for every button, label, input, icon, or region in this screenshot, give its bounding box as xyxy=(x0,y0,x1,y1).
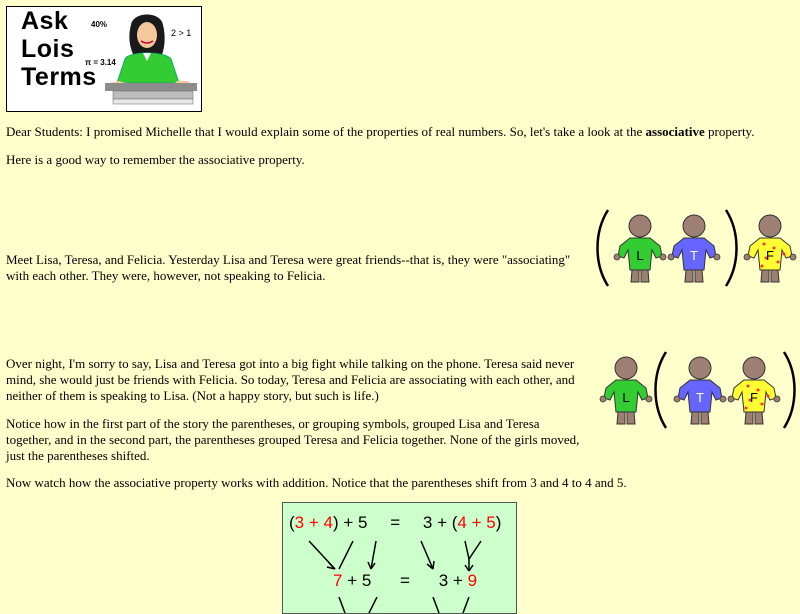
lhs-term-4: 4 xyxy=(323,513,333,532)
equation-line-2 xyxy=(333,573,477,589)
overnight-paragraph: Over night, I'm sorry to say, Lisa and Teresa got into a big fight while talking on the phone. Teresa said never mind, she would just be friends with Felicia. So today, Teresa and Felicia are associating with each other, and neither of them is speaking to Lisa. (Not a happy story, but such is life.) xyxy=(6,356,575,403)
remember-paragraph: Here is a good way to remember the associative property. xyxy=(6,152,305,167)
equals-sign: = xyxy=(390,513,401,532)
lhs-term-3: 3 xyxy=(294,513,305,532)
plus-5: + 5 xyxy=(342,571,372,590)
three-plus: 3 + xyxy=(438,571,468,590)
intro-bold-term: associative xyxy=(645,124,705,139)
rhs-term-3: 3 + xyxy=(422,513,452,532)
lhs-close-plus-5: ) + 5 xyxy=(332,513,368,532)
doll-teresa xyxy=(674,357,726,424)
logo-word-lois: Lois xyxy=(21,35,75,63)
logo-word-ask: Ask xyxy=(21,7,69,35)
dolls-teresa-felicia-grouped xyxy=(596,348,800,430)
associative-addition-example xyxy=(282,502,517,614)
equation-arrows-lower xyxy=(283,597,516,613)
close-paren-right xyxy=(726,210,737,286)
svg-text:L: L xyxy=(636,248,644,263)
rhs-term-5: 5 xyxy=(486,513,496,532)
doll-felicia xyxy=(728,357,780,424)
logo-note-inequality: 2 > 1 xyxy=(171,28,192,38)
lhs-plus-inner: + xyxy=(304,513,324,532)
open-paren-left xyxy=(656,352,667,428)
dolls-lisa-teresa-grouped xyxy=(596,206,800,288)
rhs-close-paren: ) xyxy=(495,513,502,532)
svg-text:F: F xyxy=(766,248,774,263)
rhs-plus-inner: + xyxy=(466,513,487,532)
logo-note-percent: 40% xyxy=(91,20,108,29)
addition-paragraph: Now watch how the associative property works with addition. Notice that the parentheses shift from 3 and 4 to 4 and 5. xyxy=(6,475,627,490)
rhs-open-paren: ( xyxy=(451,513,458,532)
close-paren-right xyxy=(784,352,795,428)
equation-line-1 xyxy=(289,515,501,531)
equals-sign-2: = xyxy=(400,571,410,590)
open-paren-left xyxy=(598,210,609,286)
intro-text-end: property. xyxy=(704,124,755,139)
doll-teresa xyxy=(668,215,720,282)
lhs-open-paren: ( xyxy=(289,513,295,532)
logo-note-pi: π = 3.14 xyxy=(85,58,116,67)
teacher-illustration xyxy=(103,11,199,107)
meet-girls-paragraph: Meet Lisa, Teresa, and Felicia. Yesterday Lisa and Teresa were great friends--that is, they were "associating" with each other. They were, however, not speaking to Felicia. xyxy=(6,252,571,283)
sum-9: 9 xyxy=(467,571,478,590)
svg-text:T: T xyxy=(696,390,704,405)
ask-lois-logo xyxy=(6,6,202,112)
sum-7: 7 xyxy=(333,571,343,590)
doll-lisa xyxy=(600,357,652,424)
logo-word-terms: Terms xyxy=(21,63,97,91)
doll-lisa xyxy=(614,215,666,282)
svg-text:F: F xyxy=(750,390,758,405)
rhs-term-4: 4 xyxy=(457,513,467,532)
svg-text:T: T xyxy=(690,248,698,263)
intro-paragraph xyxy=(6,124,796,140)
doll-felicia xyxy=(744,215,796,282)
svg-text:L: L xyxy=(622,390,630,405)
intro-text-start: Dear Students: I promised Michelle that I would explain some of the properties of real numbers. So, let's take a look at the xyxy=(6,124,646,139)
notice-paragraph: Notice how in the first part of the story the parentheses, or grouping symbols, grouped Lisa and Teresa together, and in the second part, the parentheses grouped Teresa and Felicia together. None of the girls moved, just the parentheses shifted. xyxy=(6,416,580,463)
